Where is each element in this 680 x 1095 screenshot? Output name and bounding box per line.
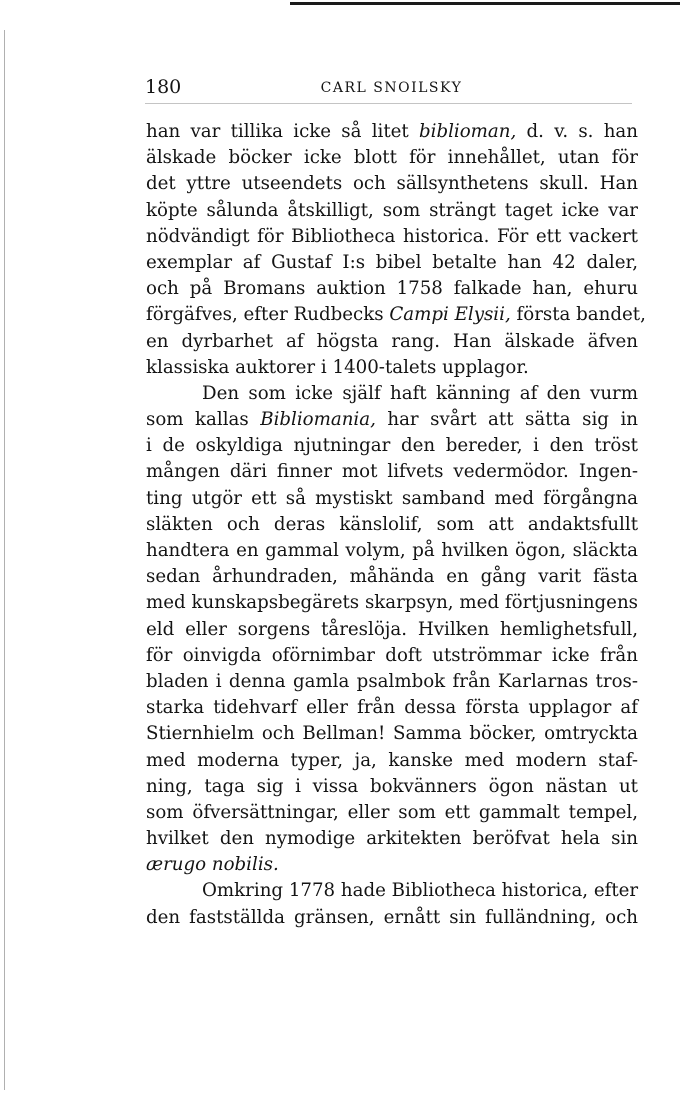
text-line: klassiska auktorer i 1400-talets upplagor. [146, 356, 529, 378]
text-line: handtera en gammal volym, på hvilken ögon, släckta [146, 540, 638, 561]
text-line: i de oskyldiga njutningar den bereder, i den tröst [146, 435, 638, 457]
text-line: släkten och deras känslolif, som att andaktsfullt [146, 513, 638, 535]
text-line: som kallas Bibliomania, har svårt att sätta sig in [146, 409, 638, 431]
scan-edge-top [290, 2, 680, 5]
text-line: med kunskapsbegärets skarpsyn, med förtjusningens [146, 592, 638, 614]
text-body [146, 119, 646, 931]
text-line: nödvändigt för Bibliotheca historica. För ett vackert [146, 225, 638, 247]
text-line: förgäfves, efter Rudbecks Campi Elysii, första bandet, [146, 304, 646, 326]
text-line: med moderna typer, ja, kanske med modern staf- [146, 749, 638, 771]
header-rule [145, 103, 632, 104]
text-line: ærugo nobilis. [146, 854, 279, 876]
text-line: bladen i denna gamla psalmbok från Karlarnas tros- [146, 670, 638, 692]
running-header [145, 72, 638, 102]
text-line: Stiernhielm och Bellman! Samma böcker, omtryckta [146, 723, 638, 745]
text-line: exemplar af Gustaf I:s bibel betalte han 42 daler, [146, 251, 638, 273]
text-line: sedan århundraden, måhända en gång varit fästa [146, 566, 638, 588]
scan-edge-left [4, 30, 5, 1090]
text-line: det yttre utseendets och sällsynthetens skull. Han [146, 173, 638, 195]
text-line: den fastställda gränsen, ernått sin fulländning, och [146, 906, 638, 928]
text-line: starka tidehvarf eller från dessa första upplagor af [146, 697, 638, 719]
text-line: han var tillika icke så litet biblioman, d. v. s. han [146, 121, 638, 142]
text-line: Omkring 1778 hade Bibliotheca historica, efter [202, 880, 639, 902]
text-line: eld eller sorgens tåreslöja. Hvilken hemlighetsfull, [146, 618, 638, 640]
text-line: ning, taga sig i vissa bokvänners ögon nästan ut [146, 775, 638, 797]
text-line: en dyrbarhet af högsta rang. Han älskade äfven [146, 330, 638, 352]
text-line: köpte sålunda åtskilligt, som strängt taget icke var [146, 199, 638, 221]
text-line: Den som icke själf haft känning af den vurm [202, 382, 638, 404]
text-line: som öfversättningar, eller som ett gammalt tempel, [146, 801, 638, 823]
text-line: älskade böcker icke blott för innehållet, utan för [146, 147, 638, 169]
text-line: och på Bromans auktion 1758 falkade han, ehuru [146, 278, 638, 300]
page-number: 180 [145, 76, 182, 98]
text-line: för oinvigda oförnimbar doft utströmmar icke från [146, 644, 638, 666]
text-line: hvilket den nymodige arkitekten beröfvat hela sin [146, 828, 638, 850]
text-line: ting utgör ett så mystiskt samband med förgångna [146, 487, 638, 509]
running-title: CARL SNOILSKY [320, 80, 463, 96]
text-line: mången däri finner mot lifvets vedermödor. Ingen- [146, 461, 638, 483]
